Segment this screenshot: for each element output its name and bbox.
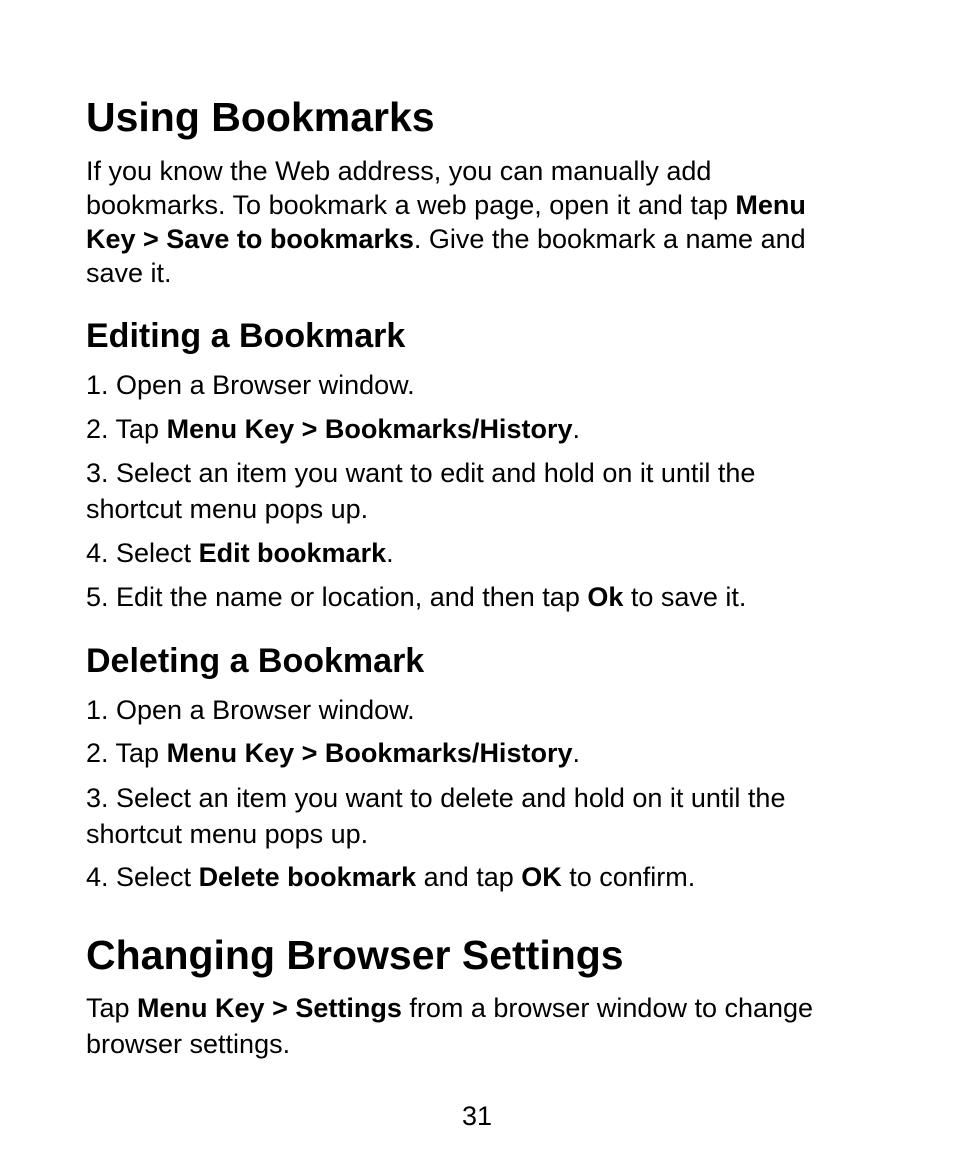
bold-text: Ok [587, 582, 624, 612]
delete-step-4 [86, 859, 695, 895]
text-run: browser settings. [86, 1029, 291, 1059]
text-line [86, 256, 806, 290]
text-run: 5. Edit the name or location, and then tap [86, 582, 588, 612]
text-line [86, 222, 806, 256]
text-run: . [572, 738, 580, 768]
page-number: 31 [461, 1101, 493, 1131]
heading-deleting-bookmark: Deleting a Bookmark [86, 642, 425, 680]
text-run: 2. Tap [86, 738, 167, 768]
paragraph-changing-settings [86, 991, 813, 1061]
edit-step-3-line-2: shortcut menu pops up. [86, 494, 369, 524]
text-run: to confirm. [561, 862, 696, 892]
delete-step-1: 1. Open a Browser window. [86, 695, 415, 725]
bold-text: Menu [735, 190, 806, 220]
text-run: 2. Tap [86, 414, 167, 444]
text-line [86, 188, 806, 222]
text-run: 4. Select [86, 538, 199, 568]
text-run: and tap [416, 862, 522, 892]
edit-step-3-line-1: 3. Select an item you want to edit and hold on it until the [86, 458, 756, 488]
bold-text: Edit bookmark [198, 538, 387, 568]
text-run: to save it. [623, 582, 747, 612]
text-run: . Give the bookmark a name and [413, 224, 806, 254]
edit-step-5 [86, 579, 746, 615]
text-run: If you know the Web address, you can manually add [86, 156, 712, 186]
text-run: . [572, 414, 580, 444]
heading-changing-browser-settings: Changing Browser Settings [86, 932, 624, 978]
text-run: save it. [86, 258, 172, 288]
text-run: bookmarks. To bookmark a web page, open it and tap [86, 190, 736, 220]
edit-step-2 [86, 411, 580, 447]
edit-step-1: 1. Open a Browser window. [86, 370, 415, 400]
delete-step-3-line-2: shortcut menu pops up. [86, 819, 369, 849]
bold-text: Delete bookmark [198, 862, 417, 892]
bold-text: Menu Key > Bookmarks/History [166, 738, 573, 768]
text-line [86, 991, 813, 1027]
bold-text: Menu Key > Bookmarks/History [166, 414, 573, 444]
bold-text: OK [521, 862, 562, 892]
edit-step-4 [86, 535, 394, 571]
text-run: Tap [86, 993, 138, 1023]
heading-using-bookmarks: Using Bookmarks [86, 94, 435, 140]
bold-text: Menu Key > Settings [137, 993, 402, 1023]
delete-step-2 [86, 735, 580, 771]
text-line [86, 154, 806, 188]
text-run: . [386, 538, 394, 568]
text-run: from a browser window to change [401, 993, 814, 1023]
bold-text: Key > Save to bookmarks [86, 224, 414, 254]
heading-editing-bookmark: Editing a Bookmark [86, 317, 406, 355]
text-run: 4. Select [86, 862, 199, 892]
delete-step-3-line-1: 3. Select an item you want to delete and hold on it until the [86, 783, 786, 813]
paragraph-using-bookmarks [86, 154, 806, 290]
text-line [86, 1027, 813, 1061]
